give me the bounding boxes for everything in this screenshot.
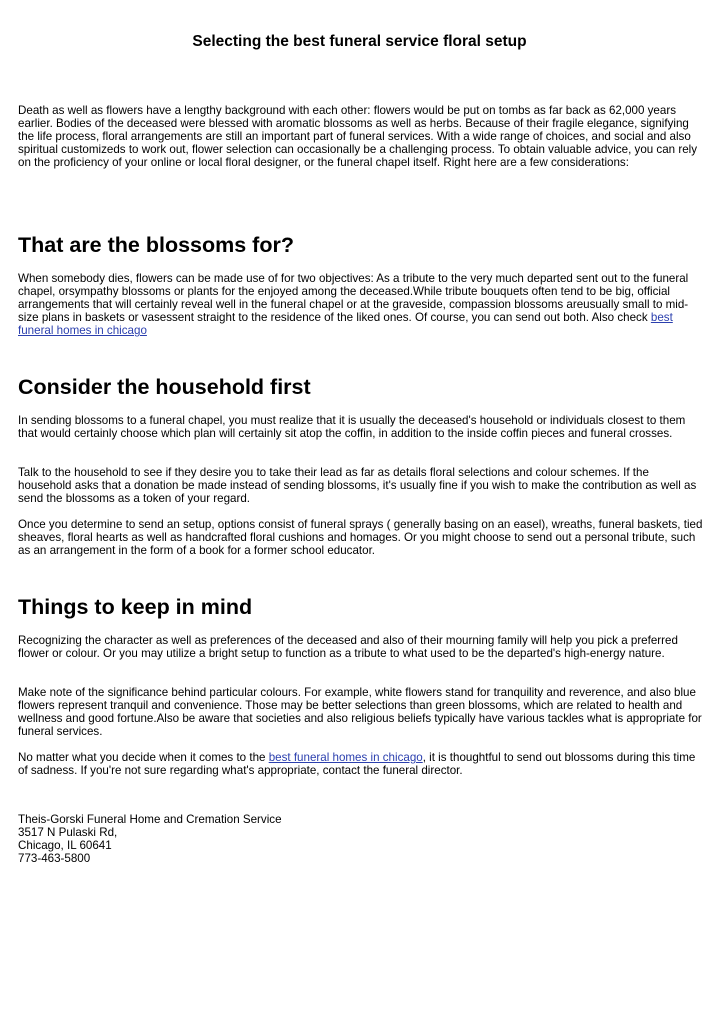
best-funeral-homes-link-1[interactable]: best funeral homes in chicago — [18, 311, 673, 338]
phone-number: 773-463-5800 — [18, 852, 91, 866]
address-block — [18, 813, 282, 865]
business-name: Theis-Gorski Funeral Home and Cremation Service — [18, 813, 282, 826]
section2-paragraph-2: Talk to the household to see if they desire you to take their lead as far as details floral selections and colour schemes. If the household asks that a donation be made instead of sending blossoms, it's usually fine if you wish to make the contribution as well as send the blossoms as a token of your regard. — [18, 466, 697, 506]
section1-paragraph — [18, 272, 703, 337]
intro-paragraph: Death as well as flowers have a lengthy background with each other: flowers would be put on tombs as far back as 62,000 years earlier. Bodies of the deceased were blessed with aromatic blossoms as well as herbs. Because of their fragile elegance, signifying the life process, floral arrangements are still an important part of funeral services. With a wide range of choices, and social and also spiritual customizeds to work out, flower selection can occasionally be a challenging process. To obtain valuable advice, you can rely on the proficiency of your online or local floral designer, or the funeral chapel itself. Right here are a few considerations: — [18, 104, 698, 170]
section3-paragraph-1: Recognizing the character as well as preferences of the deceased and also of their mourning family will help you pick a preferred flower or colour. Or you may utilize a bright setup to function as a tribute to what used to be the departed's high-energy nature. — [18, 634, 678, 661]
section3-text-after: , it is thoughtful to send out blossoms during this time of sadness. If you're not sure regarding what's appropriate, contact the funeral director. — [18, 751, 696, 778]
section-heading-keep-in-mind: Things to keep in mind — [18, 595, 253, 619]
section3-text-before: No matter what you decide when it comes to the — [18, 751, 269, 764]
page-title: Selecting the best funeral service floral setup — [192, 33, 527, 50]
street-address: 3517 N Pulaski Rd, — [18, 826, 118, 840]
section2-paragraph-1: In sending blossoms to a funeral chapel, you must realize that it is usually the deceased's household or individuals closest to them that would certainly choose which plan will certainly sit atop the coffin, in addition to the inside coffin pieces and funeral crosses. — [18, 414, 686, 441]
best-funeral-homes-link-2[interactable]: best funeral homes in chicago — [268, 751, 423, 764]
city-state-zip: Chicago, IL 60641 — [18, 839, 112, 853]
section3-paragraph-2: Make note of the significance behind particular colours. For example, white flowers stand for tranquility and reverence, and also blue flowers represent tranquil and convenience. Those may be better selections than green blossoms, which are related to health and wellness and good fortune.Also be aware that societies and also religious beliefs typically have various tackles what is appropriate for funeral services. — [18, 686, 702, 739]
section1-text: When somebody dies, flowers can be made use of for two objectives: As a tribute to the very much departed sent out to the funeral chapel, orsympathy blossoms or plants for the enjoyed among the deceased.While tribute bouquets often tend to be big, official arrangements that will certainly reveal well in the funeral chapel or at the graveside, compassion blossoms areusually small to mid-size plans in baskets or vasessent straight to the residence of the liked ones. Of course, you can send out both. Also check — [18, 272, 689, 325]
section-heading-household: Consider the household first — [18, 375, 311, 399]
section-heading-blossoms-for: That are the blossoms for? — [18, 233, 294, 257]
section3-paragraph-3 — [18, 751, 703, 777]
section2-paragraph-3: Once you determine to send an setup, options consist of funeral sprays ( generally basing on an easel), wreaths, funeral baskets, tied sheaves, floral hearts as well as handcrafted floral cushions and homages. Or you might choose to send out a personal tribute, such as an arrangement in the form of a book for a former school educator. — [18, 518, 703, 558]
